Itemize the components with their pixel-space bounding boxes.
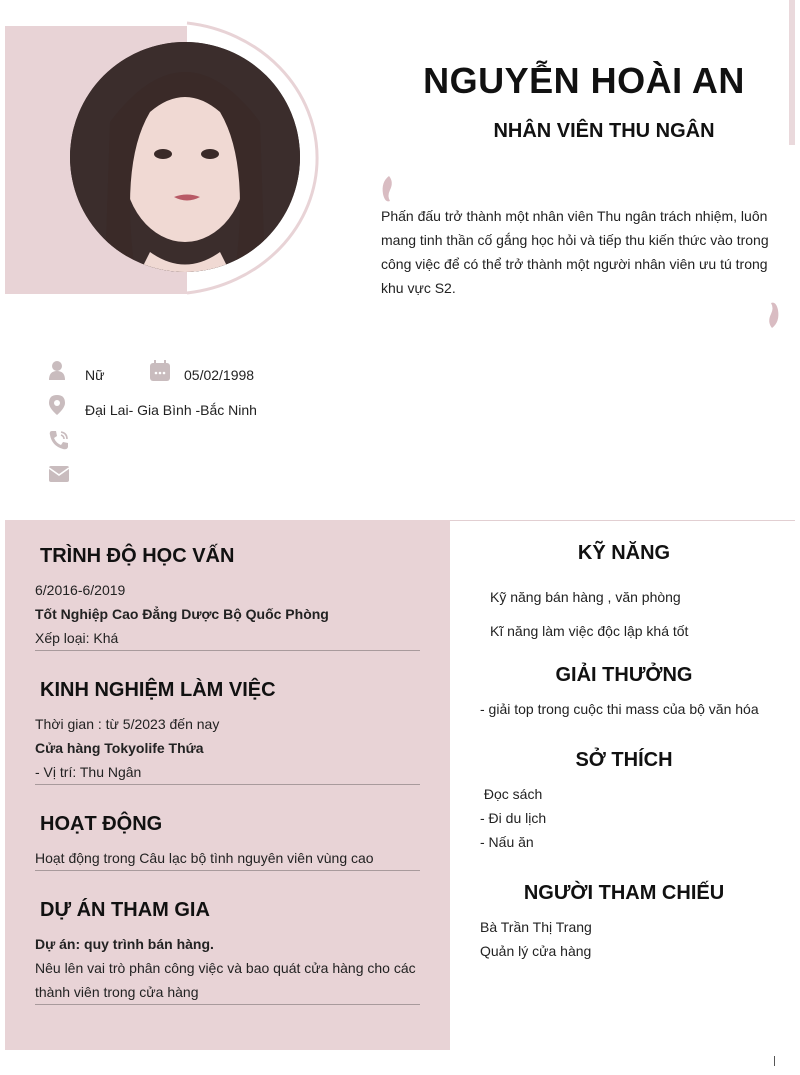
- awards-title: GIẢI THƯỞNG: [555, 664, 693, 686]
- calendar-icon: [149, 360, 171, 382]
- experience-period: Thời gian : từ 5/2023 đến nay: [35, 716, 220, 732]
- education-period: 6/2016-6/2019: [35, 582, 126, 598]
- experience-position: - Vị trí: Thu Ngân: [35, 764, 142, 780]
- experience-divider: [35, 784, 420, 785]
- hobbies-title: SỞ THÍCH: [575, 749, 673, 771]
- page-corner-mark: [774, 1056, 775, 1066]
- phone-icon: [48, 429, 70, 451]
- career-objective: Phấn đấu trở thành một nhân viên Thu ngân trách nhiệm, luôn mang tinh thần cố gắng học hỏi và tiếp thu kiến thức vào trong công việc để có thể trở thành một người nhân viên ưu tú trong khu vực S2.: [381, 208, 769, 296]
- education-grade: Xếp loại: Khá: [35, 630, 119, 646]
- quote-close-icon: [766, 300, 780, 330]
- project-description-line-2: thành viên trong cửa hàng: [35, 984, 199, 1000]
- hobby-item: Đọc sách: [480, 786, 543, 802]
- project-name: Dự án: quy trình bán hàng.: [35, 936, 214, 952]
- experience-company: Cửa hàng Tokyolife Thứa: [35, 740, 204, 756]
- activities-line: Hoạt động trong Câu lạc bộ tình nguyên viên vùng cao: [35, 850, 374, 866]
- activities-title: HOẠT ĐỘNG: [40, 813, 163, 835]
- birthday-value: 05/02/1998: [184, 367, 255, 383]
- right-panel-top-border: [450, 520, 795, 521]
- profile-photo: [70, 42, 300, 272]
- hobby-item: - Nấu ăn: [480, 834, 534, 850]
- address-value: Đại Lai- Gia Bình -Bắc Ninh: [85, 402, 257, 418]
- education-school: Tốt Nghiệp Cao Đẳng Dược Bộ Quốc Phòng: [35, 606, 329, 622]
- reference-item: Quản lý cửa hàng: [480, 943, 592, 959]
- reference-item: Bà Trần Thị Trang: [480, 919, 592, 935]
- education-title: TRÌNH ĐỘ HỌC VẤN: [40, 545, 235, 567]
- skills-title: KỸ NĂNG: [577, 542, 671, 564]
- job-title: NHÂN VIÊN THU NGÂN: [493, 120, 715, 142]
- skill-item: Kĩ năng làm việc độc lập khá tốt: [490, 623, 689, 639]
- candidate-name: NGUYỄN HOÀI AN: [423, 60, 745, 101]
- hobby-item: - Đi du lịch: [480, 810, 547, 826]
- activities-divider: [35, 870, 420, 871]
- quote-open-icon: [381, 174, 395, 204]
- location-pin-icon: [47, 394, 69, 416]
- references-title: NGƯỜI THAM CHIẾU: [523, 882, 725, 904]
- projects-title: DỰ ÁN THAM GIA: [40, 899, 210, 921]
- experience-title: KINH NGHIỆM LÀM VIỆC: [40, 679, 276, 701]
- person-icon: [47, 360, 69, 382]
- projects-divider: [35, 1004, 420, 1005]
- gender-value: Nữ: [85, 367, 105, 383]
- education-divider: [35, 650, 420, 651]
- award-item: - giải top trong cuộc thi mass của bộ văn hóa: [480, 701, 759, 717]
- project-description-line-1: Nêu lên vai trò phân công việc và bao quát cửa hàng cho các: [35, 960, 416, 976]
- envelope-icon: [48, 463, 70, 485]
- skill-item: Kỹ năng bán hàng , văn phòng: [490, 589, 681, 605]
